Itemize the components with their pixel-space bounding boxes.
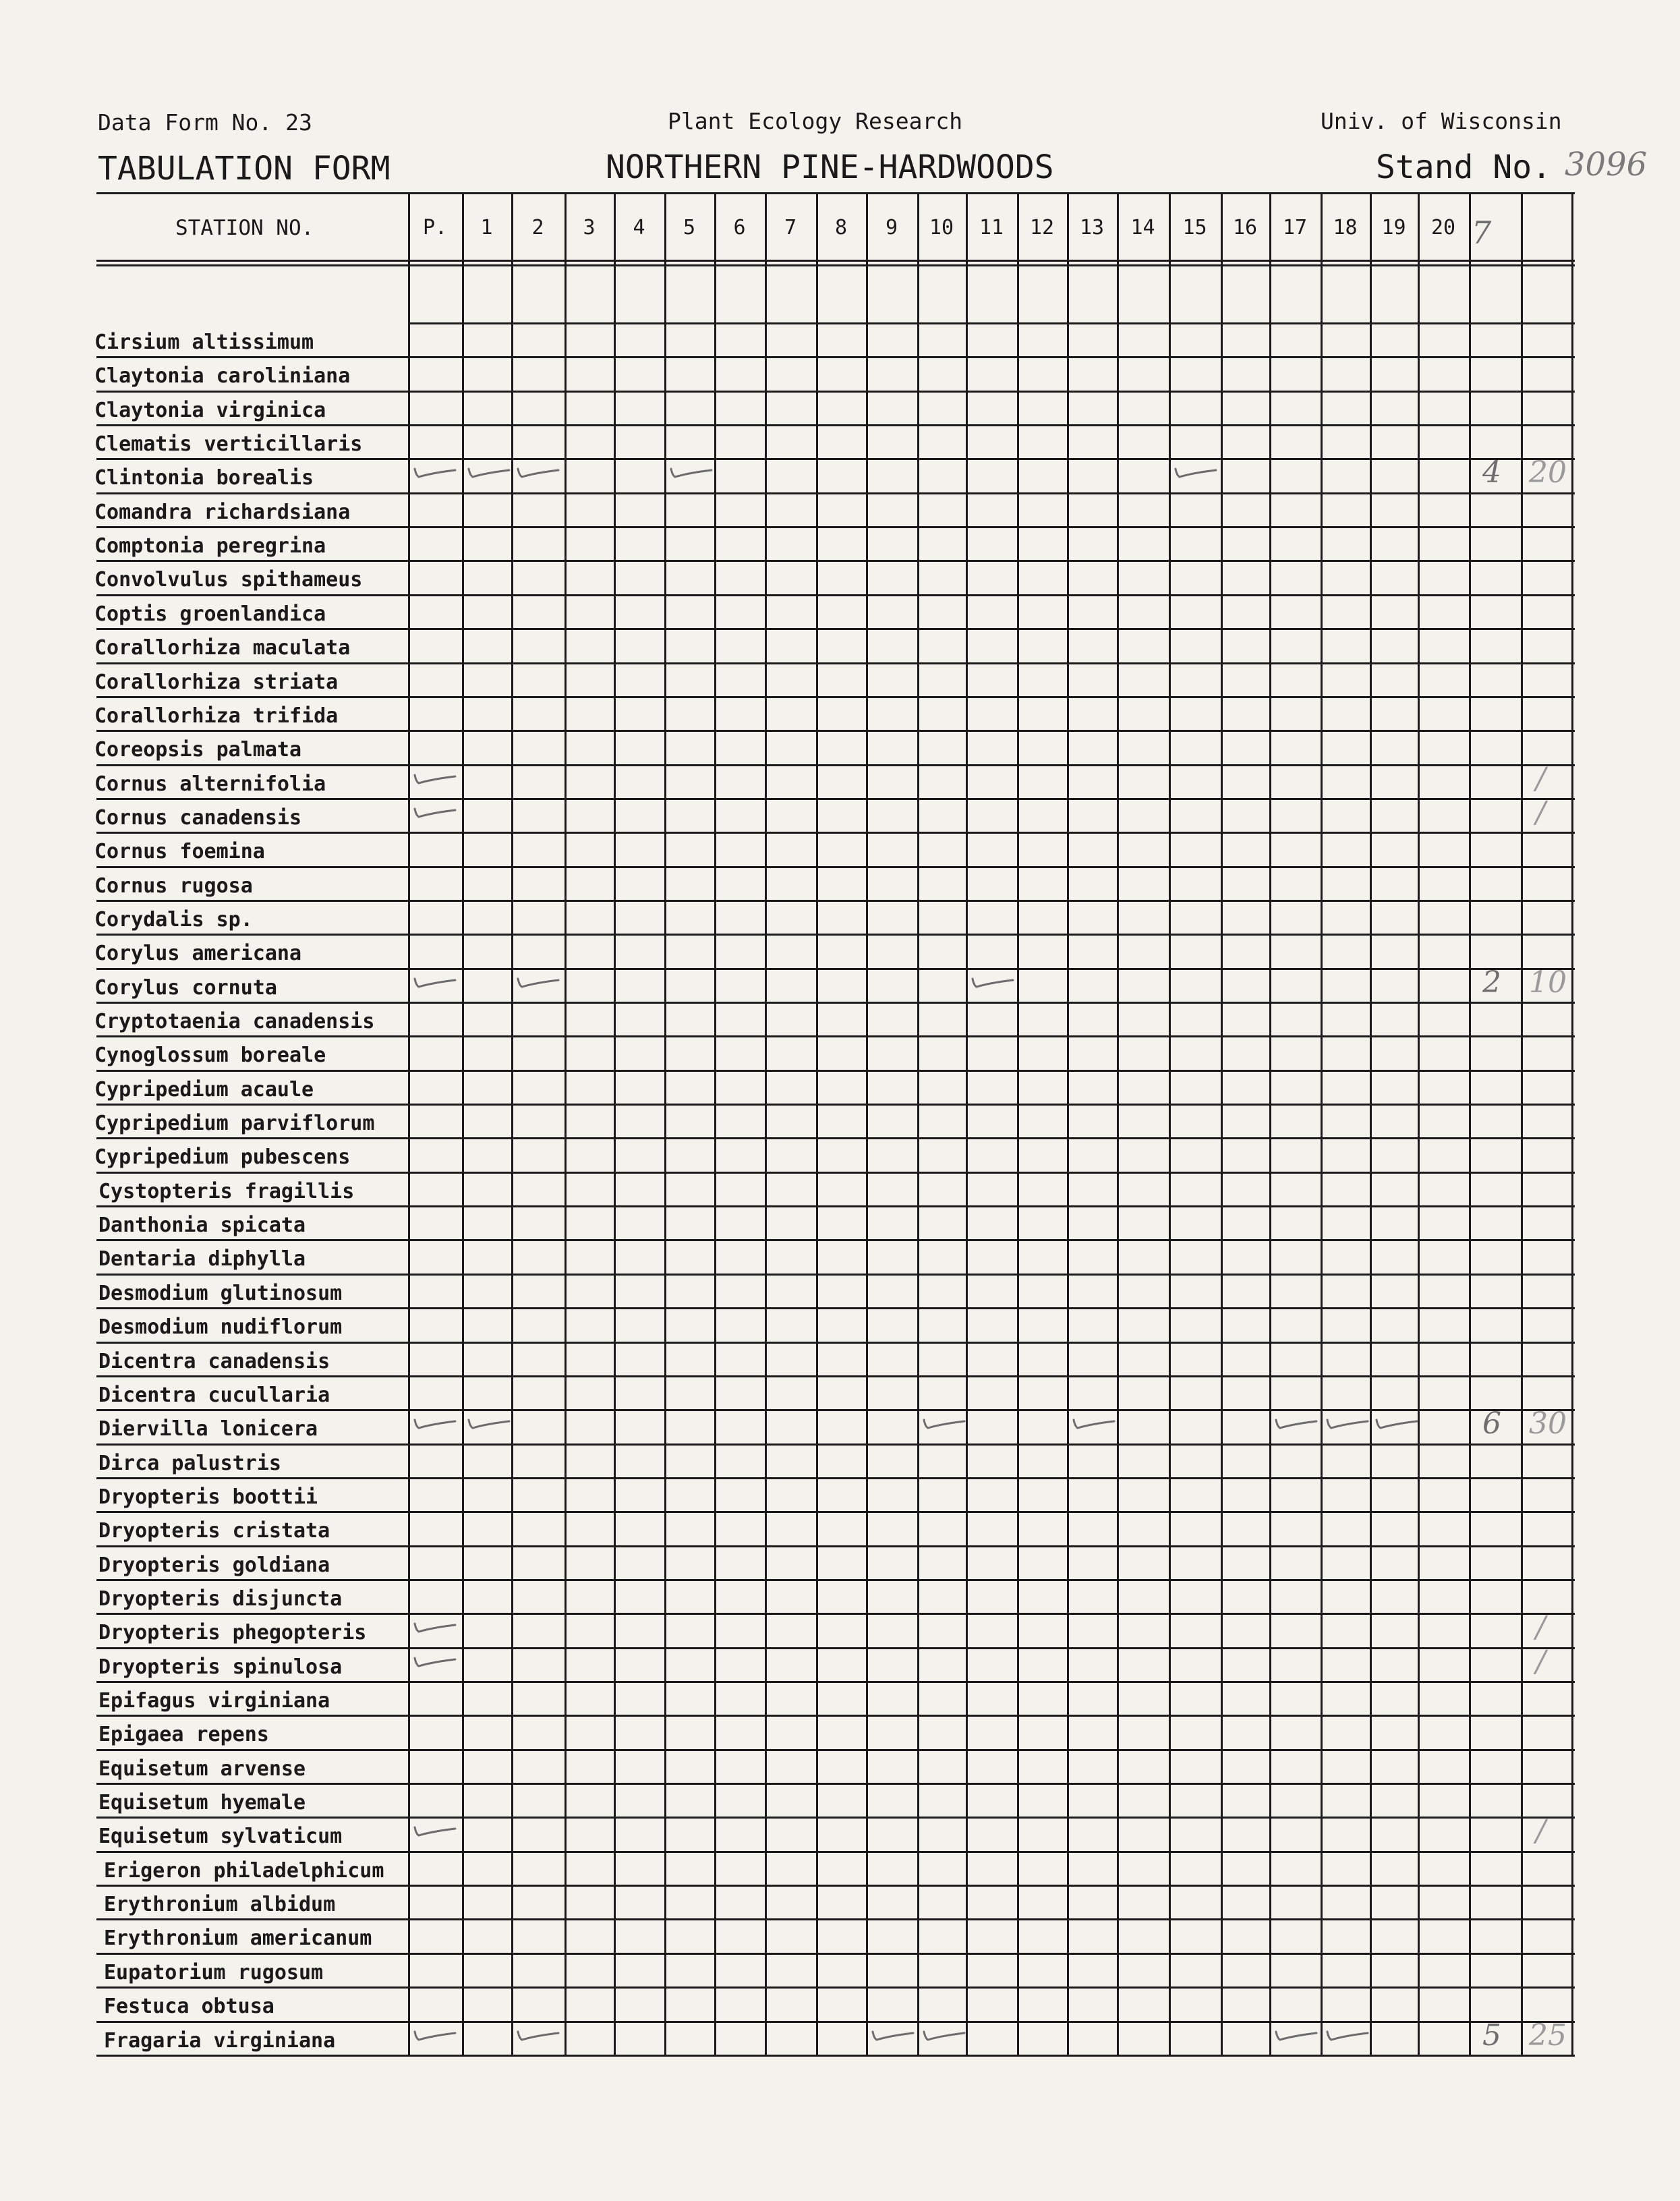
grid-hline (96, 1104, 1575, 1106)
grid-hline (96, 2055, 1575, 2057)
species-name: Corallorhiza maculata (94, 636, 351, 660)
species-name: Claytonia caroliniana (94, 364, 351, 389)
check-mark (870, 2028, 917, 2048)
check-mark (412, 771, 459, 791)
species-name: Diervilla lonicera (98, 1417, 318, 1441)
check-mark (466, 1416, 513, 1436)
grid-vline (462, 192, 464, 2056)
check-mark (668, 465, 716, 485)
stand-number: 3096 (1565, 146, 1648, 183)
species-name: Dryopteris disjuncta (98, 1587, 343, 1611)
species-name: Cynoglossum boreale (94, 1044, 326, 1068)
grid-hline (96, 832, 1575, 834)
species-name: Corallorhiza striata (94, 670, 339, 694)
grid-hline (96, 1035, 1575, 1037)
grid-hline (96, 1342, 1575, 1344)
column-number: 12 (1029, 216, 1055, 239)
column-number: 15 (1182, 216, 1207, 239)
check-mark (1071, 1416, 1118, 1436)
grid-hline (408, 322, 1575, 324)
column-number: 9 (885, 216, 898, 239)
institution: Univ. of Wisconsin (1321, 108, 1562, 134)
grid-hline (96, 900, 1575, 902)
grid-hline (96, 1307, 1575, 1309)
column-number: 17 (1282, 216, 1308, 239)
grid-hline (96, 1613, 1575, 1615)
check-mark (1374, 1416, 1421, 1436)
species-name: Cornus rugosa (94, 874, 253, 898)
grid-vline (1017, 192, 1019, 2056)
column-number: 16 (1232, 216, 1258, 239)
species-name: Dirca palustris (98, 1451, 281, 1475)
species-name: Epigaea repens (98, 1723, 269, 1747)
column-number: 2 (531, 216, 544, 239)
grid-hline (96, 1918, 1575, 1920)
grid-hline (96, 1715, 1575, 1717)
species-name: Erythronium albidum (104, 1893, 336, 1917)
row-count: 4 (1482, 455, 1501, 490)
grid-vline (966, 192, 968, 2056)
species-name: Convolvulus spithameus (94, 568, 363, 592)
grid-vline (1418, 192, 1420, 2056)
check-mark (412, 465, 459, 485)
column-number: 18 (1333, 216, 1358, 239)
species-name: Equisetum sylvaticum (98, 1825, 343, 1849)
grid-hline (96, 1817, 1575, 1819)
column-number: 3 (583, 216, 596, 239)
column-number: 11 (979, 216, 1004, 239)
species-name: Erythronium americanum (104, 1926, 372, 1951)
grid-vline (1469, 192, 1471, 2056)
grid-hline (96, 260, 1575, 262)
species-name: Cypripedium pubescens (94, 1145, 351, 1170)
column-number: 4 (633, 216, 645, 239)
species-name: Comptonia peregrina (94, 534, 326, 559)
grid-hline (96, 1986, 1575, 1989)
species-name: Corydalis sp. (94, 907, 253, 932)
check-mark (970, 975, 1017, 995)
column-number: 8 (834, 216, 848, 239)
row-value: 25 (1529, 2018, 1567, 2053)
species-name: Cornus foemina (94, 840, 265, 864)
form-number: Data Form No. 23 (98, 109, 312, 136)
grid-hline (96, 1477, 1575, 1479)
check-mark (412, 1823, 459, 1843)
species-name: Comandra richardsiana (94, 500, 351, 524)
column-number: 7 (784, 216, 797, 239)
species-name: Fragaria virginiana (104, 2028, 336, 2053)
grid-hline (96, 424, 1575, 426)
species-name: Cystopteris fragillis (98, 1179, 355, 1203)
grid-hline (96, 526, 1575, 528)
species-name: Cornus canadensis (94, 805, 302, 830)
grid-hline (96, 1783, 1575, 1785)
community-title: NORTHERN PINE-HARDWOODS (606, 148, 1054, 186)
row-value: / (1536, 1814, 1546, 1849)
check-mark (466, 465, 513, 485)
species-name: Cypripedium parviflorum (94, 1112, 375, 1136)
check-mark (412, 2028, 459, 2048)
species-name: Corallorhiza trifida (94, 704, 339, 728)
species-name: Desmodium nudiflorum (98, 1315, 343, 1340)
check-mark (921, 2028, 968, 2048)
column-number: 13 (1079, 216, 1105, 239)
grid-hline (96, 1511, 1575, 1513)
species-name: Cornus alternifolia (94, 772, 326, 796)
grid-hline (96, 1137, 1575, 1139)
grid-hline (96, 1205, 1575, 1207)
grid-vline (816, 192, 818, 2056)
grid-vline (765, 192, 767, 2056)
grid-vline (408, 192, 410, 2056)
check-mark (1173, 465, 1220, 485)
column-number: 14 (1130, 216, 1155, 239)
grid-vline (1571, 192, 1573, 2056)
species-name: Cryptotaenia canadensis (94, 1010, 375, 1033)
row-count: 2 (1482, 965, 1501, 1000)
grid-hline (96, 696, 1575, 698)
grid-hline (96, 594, 1575, 596)
grid-hline (96, 1409, 1575, 1411)
grid-vline (614, 192, 616, 2056)
grid-vline (1169, 192, 1171, 2056)
grid-hline (96, 1579, 1575, 1581)
check-mark (921, 1416, 968, 1436)
grid-hline (96, 356, 1575, 358)
row-value: 20 (1529, 455, 1567, 490)
grid-vline (1370, 192, 1372, 2056)
species-name: Eupatorium rugosum (104, 1960, 324, 1984)
grid-hline (96, 264, 1575, 266)
species-name: Dryopteris boottii (98, 1485, 318, 1509)
species-name: Equisetum arvense (98, 1756, 306, 1781)
grid-hline (96, 662, 1575, 664)
check-mark (515, 465, 562, 485)
grid-hline (96, 1749, 1575, 1751)
column-number: 19 (1381, 216, 1406, 239)
species-name: Dryopteris goldiana (98, 1553, 330, 1577)
grid-vline (1067, 192, 1069, 2056)
grid-hline (96, 1375, 1575, 1377)
grid-vline (664, 192, 666, 2056)
grid-hline (96, 458, 1575, 460)
grid-hline (96, 492, 1575, 494)
grid-hline (96, 934, 1575, 936)
grid-hline (96, 1545, 1575, 1547)
grid-vline (866, 192, 868, 2056)
check-mark (412, 1620, 459, 1640)
row-value: / (1536, 761, 1546, 796)
species-name: Corylus cornuta (94, 975, 277, 1000)
species-name: Danthonia spicata (98, 1213, 306, 1238)
grid-vline (1117, 192, 1119, 2056)
species-name: Cypripedium acaule (94, 1077, 314, 1102)
row-count: 5 (1482, 2018, 1501, 2053)
grid-hline (96, 1851, 1575, 1853)
species-name: Equisetum hyemale (98, 1791, 306, 1815)
grid-vline (564, 192, 567, 2056)
check-mark (1273, 1416, 1321, 1436)
grid-hline (96, 1443, 1575, 1446)
grid-vline (1269, 192, 1271, 2056)
row-value: / (1536, 1644, 1546, 1679)
species-name: Coreopsis palmata (94, 738, 302, 762)
species-name: Erigeron philadelphicum (104, 1858, 384, 1883)
row-value: / (1536, 795, 1546, 830)
species-name: Claytonia virginica (94, 398, 326, 422)
species-name: Desmodium glutinosum (98, 1281, 343, 1305)
form-title: TABULATION FORM (98, 150, 390, 188)
row-value: 30 (1529, 1406, 1567, 1441)
stand-label: Stand No. (1376, 148, 1552, 186)
column-number: 6 (733, 216, 746, 239)
grid-hline (96, 1274, 1575, 1276)
row-value: / (1536, 1610, 1546, 1645)
station-no-label: STATION NO. (175, 216, 314, 240)
column-number: 5 (683, 216, 696, 239)
grid-hline (96, 628, 1575, 630)
grid-hline (96, 798, 1575, 800)
grid-vline (917, 192, 919, 2056)
grid-hline (96, 391, 1575, 393)
center-title: Plant Ecology Research (668, 108, 963, 134)
grid-hline (96, 1885, 1575, 1887)
grid-hline (96, 1647, 1575, 1649)
grid-hline (96, 560, 1575, 562)
grid-hline (96, 866, 1575, 868)
grid-hline (96, 192, 1575, 194)
row-count: 6 (1482, 1406, 1501, 1441)
grid-hline (96, 1002, 1575, 1004)
grid-hline (96, 1070, 1575, 1072)
grid-vline (1221, 192, 1223, 2056)
species-name: Clematis verticillaris (94, 432, 363, 457)
column-number: P. (422, 216, 448, 239)
grid-vline (1321, 192, 1323, 2056)
check-mark (412, 1416, 459, 1436)
grid-hline (96, 1172, 1575, 1174)
species-name: Coptis groenlandica (94, 602, 326, 626)
check-mark (412, 1654, 459, 1674)
total-column-header: 7 (1472, 215, 1492, 251)
grid-hline (96, 2021, 1575, 2023)
check-mark (412, 805, 459, 825)
species-name: Cirsium altissimum (94, 331, 314, 354)
species-name: Epifagus virginiana (98, 1689, 330, 1713)
species-name: Corylus americana (94, 942, 302, 966)
check-mark (1273, 2028, 1321, 2048)
column-number: 10 (929, 216, 954, 239)
column-number: 1 (480, 216, 493, 239)
check-mark (412, 975, 459, 995)
grid-hline (96, 730, 1575, 732)
species-name: Dryopteris cristata (98, 1519, 330, 1543)
check-mark (1325, 2028, 1372, 2048)
species-name: Clintonia borealis (94, 466, 314, 490)
grid-hline (96, 1681, 1575, 1683)
species-name: Dicentra canadensis (98, 1349, 330, 1373)
species-name: Dryopteris phegopteris (98, 1621, 367, 1645)
grid-hline (96, 764, 1575, 766)
grid-hline (96, 1239, 1575, 1241)
column-number: 20 (1430, 216, 1456, 239)
grid-hline (96, 1953, 1575, 1955)
species-name: Festuca obtusa (104, 1995, 274, 2019)
grid-hline (96, 968, 1575, 970)
row-value: 10 (1529, 965, 1567, 1000)
check-mark (1325, 1416, 1372, 1436)
species-name: Dicentra cucullaria (98, 1383, 330, 1407)
species-name: Dryopteris spinulosa (98, 1655, 343, 1679)
check-mark (515, 975, 562, 995)
grid-vline (1521, 192, 1523, 2056)
species-name: Dentaria diphylla (98, 1247, 306, 1271)
check-mark (515, 2028, 562, 2048)
